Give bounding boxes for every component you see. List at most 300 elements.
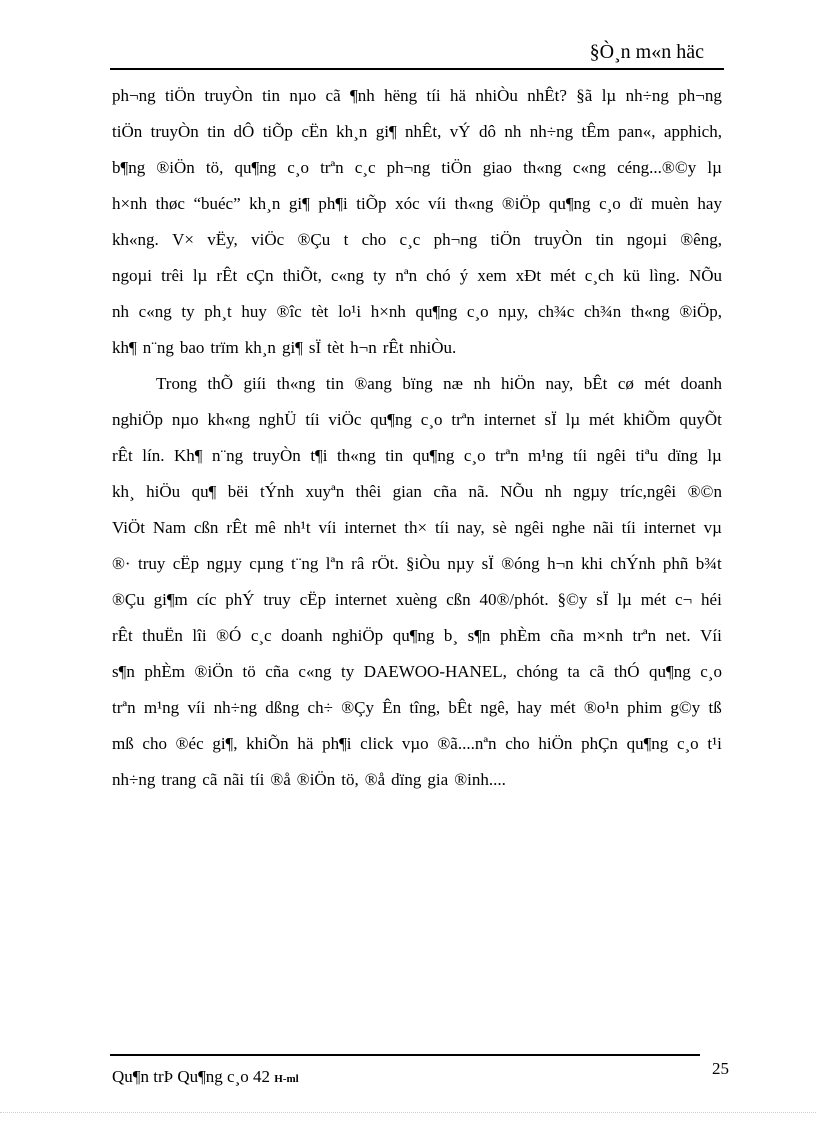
word: mét — [640, 590, 667, 609]
word: ngµy — [206, 554, 242, 573]
word: gian — [392, 482, 422, 501]
word: §iÒu — [406, 554, 441, 573]
word: tö, — [205, 158, 224, 177]
word: §©y — [557, 590, 588, 609]
word: h×nh — [370, 302, 406, 321]
word: nh÷ng — [625, 86, 669, 105]
word: truyÒn — [252, 446, 301, 465]
word: c¸o — [420, 410, 443, 429]
word: sÏ — [481, 554, 494, 573]
word: kh¶ — [112, 338, 137, 357]
word: chÝnh — [610, 554, 656, 573]
word: hay — [517, 698, 542, 717]
word: cßn — [446, 590, 471, 609]
word: nhÊt? — [527, 86, 567, 105]
word: ty — [373, 266, 387, 285]
word: nghÜ — [258, 410, 297, 429]
text-line — [112, 366, 722, 402]
word: tin — [325, 374, 344, 393]
word: sÏ — [544, 410, 557, 429]
text-line — [112, 474, 722, 510]
word: hiÖn — [501, 374, 535, 393]
word: trêi — [161, 266, 184, 285]
word: dô — [478, 122, 496, 141]
word: nhiÒu. — [409, 338, 457, 357]
word: rÊt — [216, 266, 238, 285]
word: ngêi — [596, 446, 626, 465]
text-line — [112, 618, 722, 654]
word: trang — [161, 770, 197, 789]
word: qu¶ng — [234, 158, 277, 177]
word: céng...®©y — [617, 158, 697, 177]
word: nµy — [447, 554, 475, 573]
word: ý — [459, 266, 469, 285]
word: sè — [492, 518, 507, 537]
word: c«ng — [330, 266, 365, 285]
word: bÊt — [448, 698, 472, 717]
word: xem — [477, 266, 507, 285]
word: phim — [627, 698, 663, 717]
word: t¨ng — [291, 554, 319, 573]
word: Ên — [382, 698, 402, 717]
word: nãi — [592, 518, 614, 537]
word: lín. — [142, 446, 165, 465]
word: dï — [629, 194, 643, 213]
word: internet — [334, 590, 387, 609]
word: net. — [665, 626, 691, 645]
word: ®ang — [354, 374, 392, 393]
word: ngê, — [480, 698, 510, 717]
text-line — [112, 690, 722, 726]
word: vÝ — [449, 122, 471, 141]
word: t¶i — [310, 446, 328, 465]
word: “buéc” — [193, 194, 241, 213]
word: ®Çy — [341, 698, 374, 717]
word: nh — [504, 122, 522, 141]
word: ty — [341, 662, 355, 681]
word: nªn — [395, 266, 418, 285]
word: c¸o — [599, 194, 621, 213]
word: xÐt — [515, 266, 542, 285]
word: cßn — [193, 518, 219, 537]
word: phÝ — [225, 590, 255, 609]
word: ngµy — [573, 482, 609, 501]
word: c¸c — [250, 626, 272, 645]
word: tíi — [250, 770, 265, 789]
word: cho — [142, 734, 167, 753]
word: tiÖn — [441, 158, 472, 177]
word: tö — [242, 662, 256, 681]
word: gi¶, — [212, 734, 238, 753]
word: qu¶ng — [548, 194, 591, 213]
word: qu¶ng — [392, 626, 435, 645]
word: cña — [265, 662, 289, 681]
word: thiÕt, — [282, 266, 322, 285]
word: qu¶ — [191, 482, 217, 501]
word: ®iÖn — [296, 770, 336, 789]
word: cña — [550, 626, 574, 645]
word: khi — [581, 554, 603, 573]
word: Nam — [152, 518, 186, 537]
text-line — [112, 222, 722, 258]
word: cø — [617, 374, 634, 393]
word: huy — [241, 302, 267, 321]
word: th«ng — [454, 194, 494, 213]
text-line — [112, 402, 722, 438]
word: mét — [588, 410, 615, 429]
word: nµo — [289, 86, 317, 105]
word: ®· — [112, 554, 131, 573]
word: t — [343, 230, 349, 249]
word: mß — [112, 734, 134, 753]
word: nµy, — [498, 302, 529, 321]
word: tiÖn — [112, 122, 143, 141]
word: khiÕn — [246, 734, 289, 753]
word: ®îc — [276, 302, 302, 321]
word: lµ — [565, 410, 581, 429]
word: truy — [137, 554, 166, 573]
word: ph¶i — [322, 734, 352, 753]
word: NÕu — [688, 266, 722, 285]
word: sÏ — [308, 338, 322, 357]
word: bïng — [402, 374, 433, 393]
word: ®Çu — [297, 230, 331, 249]
word: kh¸n — [336, 122, 368, 141]
word: truyÒn — [534, 230, 583, 249]
word: rÖt. — [371, 554, 399, 573]
word: c¸o — [676, 734, 699, 753]
word: nay, — [545, 374, 574, 393]
word: qu¶ng — [412, 446, 455, 465]
word: nh÷ng — [529, 122, 574, 141]
word: Kh¶ — [173, 446, 203, 465]
word: s¶n — [467, 626, 491, 645]
word: kh«ng — [207, 410, 250, 429]
word: kh¸n — [244, 338, 276, 357]
word: lo¹i — [338, 302, 362, 321]
word: ch¾c — [537, 302, 575, 321]
word: xuyªn — [305, 482, 345, 501]
word: mê — [255, 518, 276, 537]
word: truyÒn — [204, 86, 253, 105]
word: n¨ng — [211, 446, 244, 465]
word: internet — [643, 518, 696, 537]
text-line — [112, 762, 722, 798]
word: ®å — [364, 770, 386, 789]
word: hiÖn — [538, 734, 573, 753]
word: nh÷ng — [112, 770, 156, 789]
word: ®©n — [687, 482, 722, 501]
word: tíi — [572, 446, 588, 465]
word: næ — [443, 374, 463, 393]
word: gia — [427, 770, 449, 789]
word: truyÒn — [150, 122, 199, 141]
word: lµ — [617, 590, 632, 609]
word: ngoµi — [626, 230, 667, 249]
word: §ã — [576, 86, 593, 105]
word: lµ — [601, 86, 617, 105]
word: th«ng — [630, 302, 670, 321]
word: ®Ó — [216, 626, 242, 645]
word: dÔ — [233, 122, 255, 141]
word: thÓ — [613, 662, 640, 681]
word: hay — [697, 194, 722, 213]
word: tiÕp — [262, 122, 293, 141]
word: lìng. — [649, 266, 680, 285]
word: b¾t — [695, 554, 722, 573]
word: vµ — [703, 518, 722, 537]
word: ®iÖp, — [679, 302, 722, 321]
word: gi¶m — [153, 590, 188, 609]
word: trªn — [632, 626, 657, 645]
word: tíi — [305, 410, 320, 429]
word: qu¶ng — [649, 662, 691, 681]
word: ph¬ng — [433, 230, 478, 249]
word: cã — [202, 770, 218, 789]
word: 40®/phót. — [479, 590, 549, 609]
word: phÈm — [499, 626, 541, 645]
word: víi — [428, 194, 447, 213]
word: lµ — [707, 158, 722, 177]
word: thuËn — [142, 626, 183, 645]
word: Víi — [700, 626, 722, 645]
word: ®iÖp — [501, 194, 541, 213]
word: tiªu — [635, 446, 659, 465]
word: gi¶ — [288, 194, 310, 213]
word: ®óng — [501, 554, 540, 573]
text-line — [112, 294, 722, 330]
word: tríc,ngêi — [619, 482, 677, 501]
word: rÊt — [226, 518, 248, 537]
word: nghiÖp — [332, 626, 384, 645]
word: dïng — [667, 446, 698, 465]
word: mét — [550, 266, 576, 285]
word: nghe — [551, 518, 586, 537]
word: ch÷ — [307, 698, 333, 717]
word: vµo — [401, 734, 429, 753]
word: tíi — [434, 518, 450, 537]
word: thÕ — [207, 374, 233, 393]
text-line — [112, 330, 722, 366]
word: ph¬ng — [678, 86, 722, 105]
word: c¬ — [675, 590, 693, 609]
word: pan«, — [618, 122, 656, 141]
word: tÊm — [581, 122, 610, 141]
word: ®iÖn — [156, 158, 195, 177]
word: c¸c — [399, 230, 421, 249]
word: gi¶ — [281, 338, 303, 357]
word: th«ng — [336, 446, 376, 465]
word: ®êng, — [680, 230, 722, 249]
word: rÊt — [112, 626, 133, 645]
word: qu¶ng — [626, 734, 669, 753]
word: tin — [207, 122, 226, 141]
page-edge-divider — [0, 1112, 816, 1113]
word: mét — [550, 698, 576, 717]
word: vËy, — [207, 230, 238, 249]
word: c«ng — [138, 302, 172, 321]
word: tíi — [621, 518, 636, 537]
word: cÇn — [246, 266, 274, 285]
text-line — [112, 150, 722, 186]
word: tèt — [327, 338, 345, 357]
word: NÕu — [500, 482, 534, 501]
word: DAEWOO-HANEL, — [363, 662, 507, 681]
word: click — [360, 734, 394, 753]
word: internet — [344, 518, 397, 537]
word: ngoµi — [112, 266, 153, 285]
word: c¸o — [700, 662, 722, 681]
word: lµ — [192, 266, 208, 285]
word: nh — [473, 374, 491, 393]
word: mét — [644, 374, 670, 393]
word: hä — [297, 734, 314, 753]
word: tîng, — [409, 698, 441, 717]
word: bao — [179, 338, 205, 357]
word: chó — [426, 266, 451, 285]
word: cña — [433, 482, 457, 501]
word: trªn — [451, 410, 475, 429]
word: m¹ng — [143, 698, 180, 717]
word: tiÕp — [356, 194, 387, 213]
word: lµ — [707, 446, 722, 465]
word: m×nh — [583, 626, 623, 645]
word: phñ — [662, 554, 689, 573]
word: tin — [262, 86, 281, 105]
word: dßng — [265, 698, 300, 717]
word: th«ng — [523, 158, 562, 177]
word: ngêi — [514, 518, 545, 537]
text-line — [112, 654, 722, 690]
word: tin — [595, 230, 614, 249]
word: kh¸n — [249, 194, 281, 213]
word: lîi — [192, 626, 207, 645]
word: n¨ng — [142, 338, 174, 357]
word: s¶n — [112, 662, 135, 681]
body-text — [112, 78, 722, 798]
word: qu¶ng — [370, 410, 412, 429]
word: tiÖn — [490, 230, 521, 249]
word: cËp — [172, 554, 200, 573]
word: ¶nh — [350, 86, 375, 105]
word: rÊt — [112, 446, 133, 465]
word: trªn — [320, 158, 344, 177]
word: nh — [544, 482, 562, 501]
word: ViÖt — [112, 518, 145, 537]
text-line — [112, 582, 722, 618]
word: kh¸ — [112, 482, 135, 501]
text-line — [112, 258, 722, 294]
word: th«ng — [276, 374, 316, 393]
word: cËn — [301, 122, 328, 141]
word: c¸o — [287, 158, 309, 177]
word: víi — [187, 698, 206, 717]
word: phÈm — [144, 662, 185, 681]
word: trªn — [112, 698, 136, 717]
text-line — [112, 114, 722, 150]
word: kh«ng. — [112, 230, 159, 249]
word: xuèng — [395, 590, 438, 609]
word: rÊt — [382, 338, 404, 357]
word: nay, — [457, 518, 485, 537]
word: nh÷ng — [213, 698, 257, 717]
word: bëi — [227, 482, 249, 501]
word: c¸ch — [584, 266, 615, 285]
word: cµng — [249, 554, 284, 573]
footer-rule — [110, 1054, 700, 1056]
word: cho — [361, 230, 387, 249]
text-line — [112, 438, 722, 474]
word: Trong — [156, 374, 197, 393]
header-title: §Ò¸n m«n häc — [589, 41, 704, 63]
word: trïm — [210, 338, 239, 357]
footer-suffix: H-ml — [274, 1073, 299, 1085]
word: cíc — [196, 590, 217, 609]
word: viÖc — [328, 410, 362, 429]
word: tiÖn — [164, 86, 196, 105]
word: cËp — [299, 590, 327, 609]
word: viÖc — [251, 230, 285, 249]
word: trªn — [495, 446, 519, 465]
word: khiÕm — [623, 410, 671, 429]
word: gi¶ — [375, 122, 397, 141]
word: phÇn — [581, 734, 618, 753]
word: chóng — [516, 662, 558, 681]
word: héi — [701, 590, 722, 609]
word: b¸ — [443, 626, 459, 645]
word: h¬n — [350, 338, 377, 357]
word: ®o¹n — [583, 698, 619, 717]
text-line — [112, 186, 722, 222]
word: ®å — [270, 770, 291, 789]
word: tíi — [426, 86, 441, 105]
word: doanh — [281, 626, 323, 645]
word: truy — [263, 590, 291, 609]
word: tèt — [311, 302, 329, 321]
word: bÊt — [583, 374, 608, 393]
word: doanh — [680, 374, 722, 393]
word: ®inh.... — [454, 770, 506, 789]
word: hiÖu — [146, 482, 181, 501]
page-number: 25 — [712, 1059, 729, 1078]
text-line — [112, 726, 722, 762]
word: ta — [567, 662, 580, 681]
word: c¸o — [466, 302, 489, 321]
word: lªn — [325, 554, 344, 573]
word: thøc — [155, 194, 185, 213]
word: cã — [589, 662, 605, 681]
word: cho — [505, 734, 530, 753]
word: g©y — [670, 698, 701, 717]
word: quyÕt — [679, 410, 722, 429]
word: nh¹t — [283, 518, 311, 537]
word: c«ng — [298, 662, 332, 681]
word: tÝnh — [260, 482, 295, 501]
word: nghiÖp — [112, 410, 163, 429]
footer-label — [112, 1066, 299, 1090]
word: tö, — [341, 770, 359, 789]
word: ®Çu — [112, 590, 145, 609]
word: c¸o — [463, 446, 486, 465]
word: nhiÒu — [475, 86, 518, 105]
word: xóc — [395, 194, 420, 213]
word: V× — [172, 230, 194, 249]
text-line — [112, 546, 722, 582]
word: m¹ng — [528, 446, 564, 465]
word: kü — [623, 266, 641, 285]
word: ph¬ng — [112, 86, 156, 105]
text-line — [112, 78, 722, 114]
